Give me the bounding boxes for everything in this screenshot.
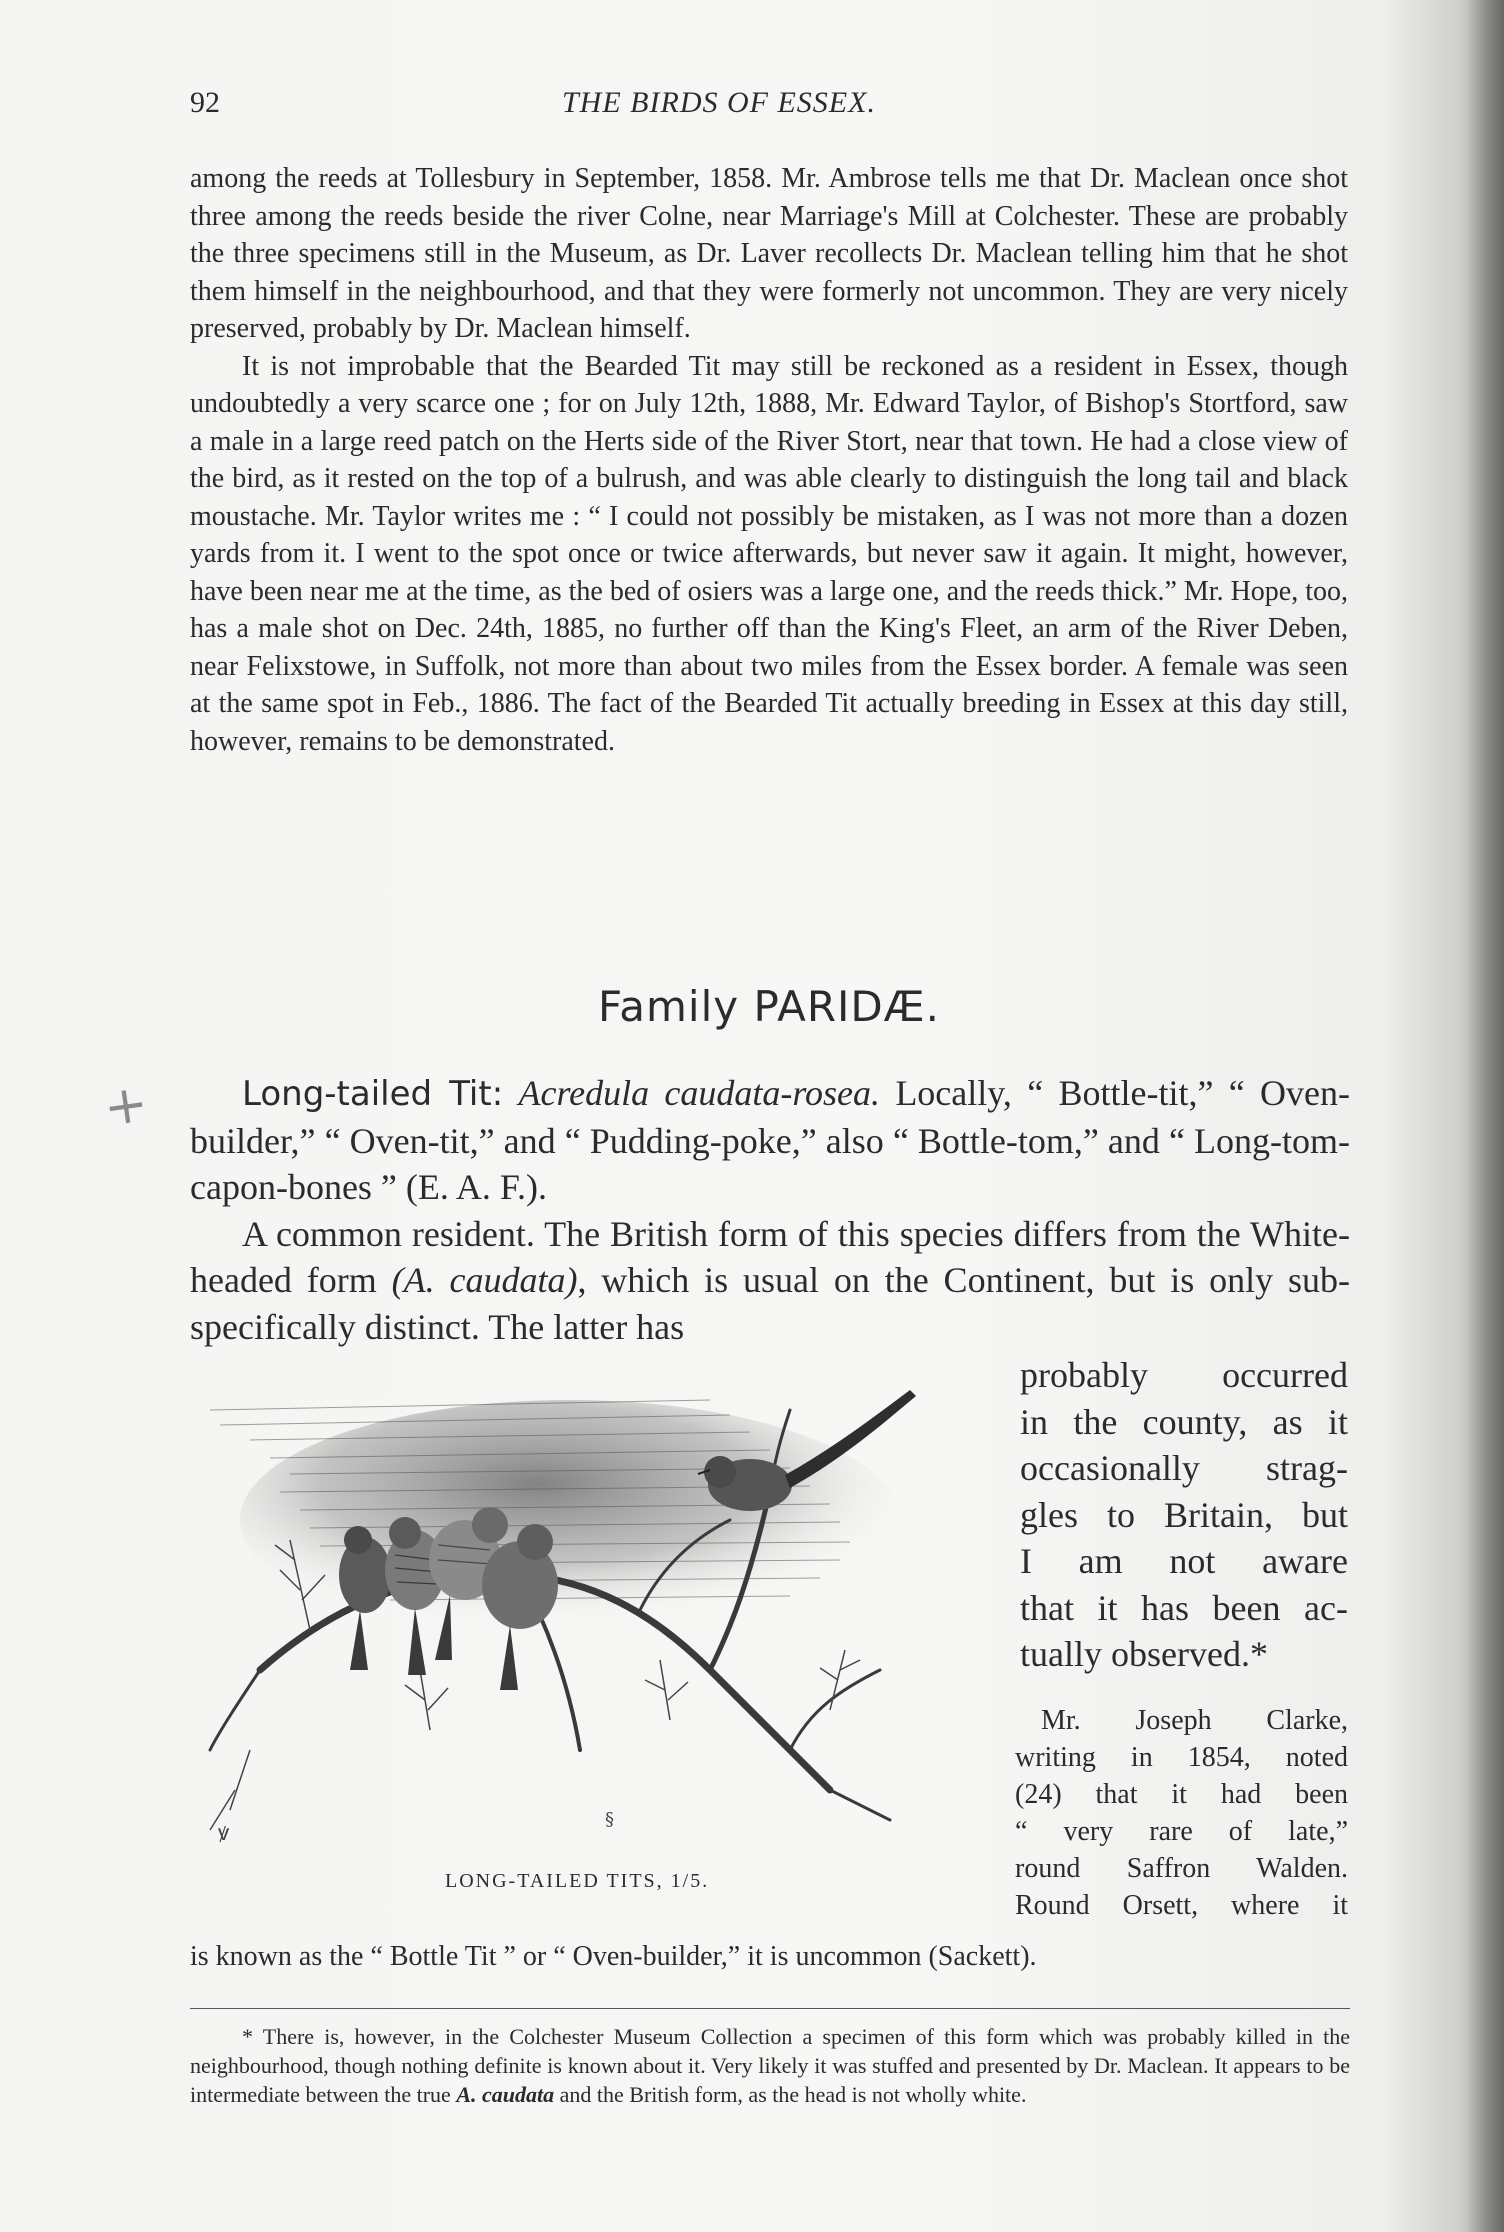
- species-colon: :: [491, 1074, 504, 1114]
- wrap-column-1: [1020, 1352, 1348, 1678]
- footnote-latin: A. caudata: [456, 2082, 555, 2107]
- wrap-line: Mr. Joseph Clarke,: [1041, 1705, 1348, 1736]
- footnote-text-start: There is, however, in the Colchester Museum Collection a specimen of this form which was probably killed in the neighbourhood, though nothing definite is known about it. Very likely it was stuffed and presented by Dr. Maclean. It appears to be intermediate between the true: [190, 2024, 1351, 2107]
- birds-engraving: [190, 1370, 1010, 1870]
- wrap-line: occasionally strag-: [1020, 1448, 1348, 1488]
- wrap-line: that it has been ac-: [1020, 1587, 1348, 1628]
- svg-text:ꝟ: ꝟ: [218, 1821, 230, 1846]
- family-heading: Family PARIDÆ.: [597, 982, 941, 1031]
- wrap-line: writing in 1854, noted: [1015, 1742, 1348, 1773]
- species-paragraph: [190, 1070, 1350, 1211]
- running-head: [190, 86, 1350, 126]
- wrap-line: gles to Britain, but: [1020, 1494, 1348, 1535]
- paragraph-2: It is not improbable that the Bearded Tit may still be reckoned as a resident in Essex, though undoubtedly a very scarce one ; for on July 12th, 1888, Mr. Edward Taylor, of Bishop's Stortford, saw a male in a large reed patch on the Herts side of the River Stort, near that town. He had a close view of the bird, as it rested on the top of a bulrush, and was able clearly to distinguish the long tail and black moustache. Mr. Taylor writes me : “ I could not possibly be mistaken, as I was not more than a dozen yards from it. I went to the spot once or twice afterwards, but never saw it again. It might, however, have been near me at the time, as the bed of osiers was a large one, and the reeds thick.” Mr. Hope, too, has a male shot on Dec. 24th, 1885, no further off than the King's Fleet, an arm of the River Deben, near Felixstowe, in Suffolk, not more than about two miles from the Essex border. A female was seen at the same spot in Feb., 1886. The fact of the Bearded Tit actually breeding in Essex at this day still, however, remains to be demonstrated.: [190, 350, 1348, 757]
- wrap-line: in the county, as it: [1020, 1401, 1348, 1442]
- long-tailed-tits-illustration: [190, 1370, 1010, 1910]
- closing-line: is known as the “ Bottle Tit ” or “ Oven-builder,” it is uncommon (Sackett).: [190, 1941, 1037, 1972]
- wrap-line: round Saffron Walden.: [1015, 1853, 1348, 1884]
- wrap-column-2: [1015, 1702, 1348, 1924]
- wrap-line: “ very rare of late,”: [1015, 1816, 1348, 1847]
- engraver-marks: [218, 1809, 614, 1846]
- footnote-marker: *: [242, 2024, 253, 2049]
- species-entry: [190, 1070, 1350, 1350]
- margin-mark: +: [100, 1073, 152, 1139]
- species-description-end: , which is usual on the Continent, but is only sub-specifically distinct. The latter has: [190, 1260, 1350, 1347]
- svg-text:§: §: [605, 1809, 614, 1830]
- wrap-line: I am not aware: [1020, 1541, 1348, 1581]
- body-text: [190, 160, 1348, 760]
- wrap-line: (24) that it had been: [1015, 1779, 1348, 1810]
- footnote-rule: [190, 2008, 1350, 2009]
- footnote: [190, 2022, 1350, 2109]
- wrap-line: probably occurred: [1020, 1355, 1348, 1395]
- species-description: [190, 1211, 1350, 1351]
- footnote-text-end: and the British form, as the head is not wholly white.: [559, 2082, 1027, 2107]
- species-common-name: Long-tailed Tit: [242, 1074, 492, 1114]
- running-title: THE BIRDS OF ESSEX.: [562, 86, 876, 119]
- sky-hatching: [210, 1400, 900, 1640]
- paragraph-1: among the reeds at Tollesbury in September, 1858. Mr. Ambrose tells me that Dr. Maclean once shot three among the reeds beside the river Colne, near Marriage's Mill at Colchester. These are probably the three specimens still in the Museum, as Dr. Laver recollects Dr. Maclean telling him that he shot them himself in the neighbourhood, and that they were formerly not uncommon. They are very nicely preserved, probably by Dr. Maclean himself.: [190, 163, 1348, 344]
- species-latin-name: Acredula caudata-rosea.: [518, 1073, 881, 1113]
- gutter-shadow: [1466, 0, 1504, 2232]
- wrap-line: Round Orsett, where it: [1015, 1890, 1348, 1921]
- species-description-start: A common resident. The British form of this species differs from the White-headed form: [190, 1213, 1350, 1300]
- figure-caption: LONG-TAILED TITS, 1/5.: [445, 1870, 710, 1892]
- species-local-names: Locally, “ Bottle-tit,” “ Oven-builder,” “ Oven-tit,” and “ Pudding-poke,” also “ Bottle-tom,” and “ Long-tom-capon-bones ” (E. A. F.).: [190, 1073, 1350, 1207]
- species-description-latin: (A. caudata): [391, 1260, 578, 1300]
- wrap-line: tually observed.*: [1020, 1634, 1268, 1674]
- page-number: 92: [190, 86, 220, 119]
